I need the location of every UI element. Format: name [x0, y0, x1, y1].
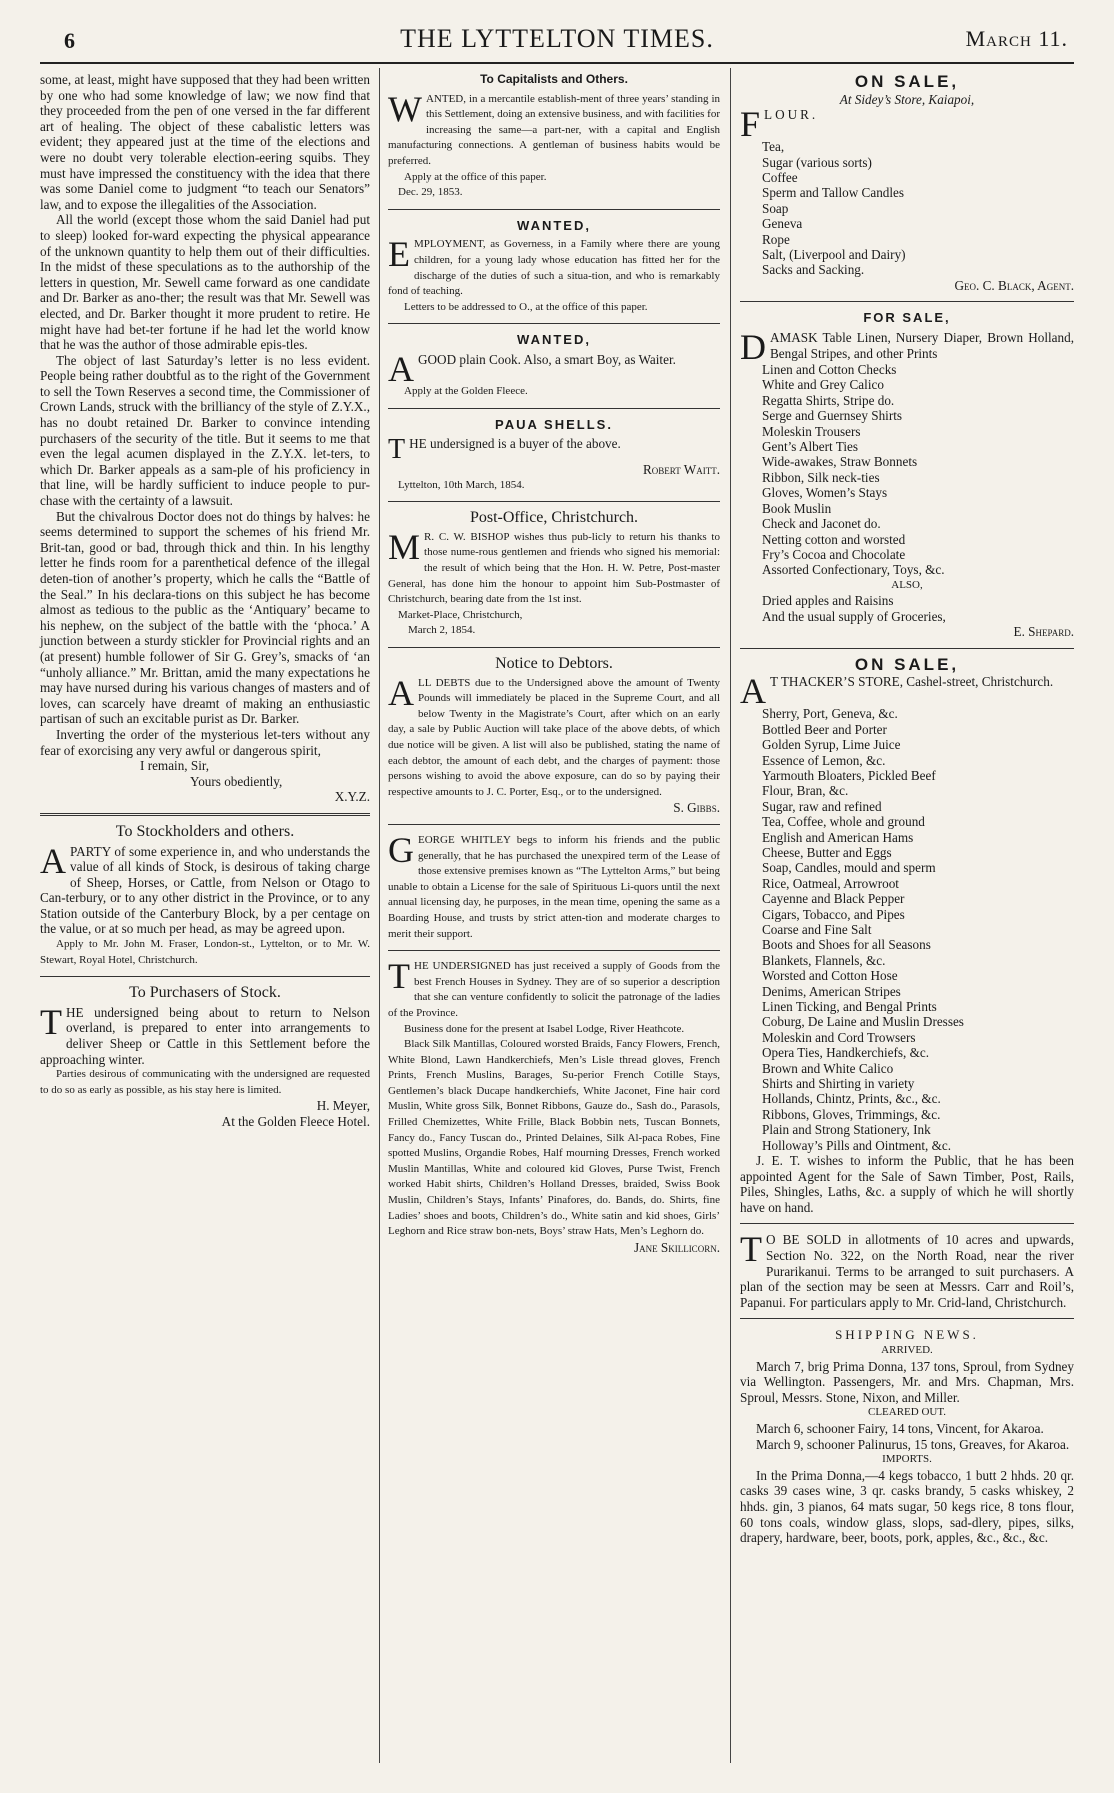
- ad-title: ON SALE,: [854, 72, 960, 91]
- ad-body: LOUR.: [764, 107, 819, 123]
- drop-cap: T: [40, 1001, 62, 1042]
- ad-body: R. C. W. BISHOP wishes thus pub-licly to return his thanks to those nume-rous gentlemen and friends who signed his memorial: the result of which being that the Hon. H. W. Petre, Post-master General, has done him the honour to appoint him Sub-Postmaster of Christchurch, bearing date from the 1st inst.: [388, 530, 720, 606]
- list-item: White and Grey Calico: [762, 377, 884, 393]
- shipping-entry: March 6, schooner Fairy, 14 tons, Vincent, for Akaroa.: [756, 1421, 1044, 1436]
- drop-cap: T: [388, 434, 406, 466]
- ad-signature: H. Meyer,: [316, 1098, 370, 1114]
- ad-body: ANTED, in a mercantile establish-ment of three years’ standing in this Settlement, doing an extensive business, and with facilities for increasing the same—a part-ner, with a capital and English manufacturing connections. A gentleman of business habits would be preferred.: [388, 92, 720, 167]
- ad-body: HE undersigned is a buyer of the above.: [409, 436, 621, 452]
- list-item: Salt, (Liverpool and Dairy): [762, 247, 906, 263]
- list-item: Ribbons, Gloves, Trimmings, &c.: [762, 1106, 941, 1122]
- section-title: SHIPPING NEWS.: [835, 1327, 979, 1343]
- list-item: Blankets, Flannels, &c.: [762, 952, 886, 968]
- list-item: Coarse and Fine Salt: [762, 922, 872, 937]
- drop-cap: T: [740, 1229, 762, 1270]
- list-item: Flour, Bran, &c.: [762, 783, 849, 799]
- section-rule: [388, 647, 720, 648]
- list-item: Sugar (various sorts): [762, 154, 872, 170]
- issue-date: March 11.: [965, 26, 1068, 51]
- list-item: Holloway’s Pills and Ointment, &c.: [762, 1137, 952, 1153]
- list-item: Bottled Beer and Porter: [762, 721, 887, 737]
- column-3: [740, 72, 1074, 1546]
- ad-body: AMASK Table Linen, Nursery Diaper, Brown Holland, Bengal Stripes, and other Prints: [770, 330, 1074, 361]
- list-item: Opera Ties, Handkerchiefs, &c.: [762, 1045, 930, 1061]
- list-item: Check and Jaconet do.: [762, 516, 881, 532]
- list-item: Moleskin Trousers: [762, 423, 861, 439]
- shipping-entry: March 7, brig Prima Donna, 137 tons, Sproul, from Sydney via Wellington. Passengers, Mr. and Mrs. Chapman, Mrs. Sproul, Messrs. Stone, Nixon, and Miller.: [740, 1358, 1074, 1405]
- list-item: Ribbon, Silk neck-ties: [762, 469, 880, 485]
- ad-title: WANTED,: [517, 217, 591, 233]
- ad-title: Post-Office, Christchurch.: [469, 509, 639, 527]
- list-item: Sherry, Port, Geneva, &c.: [762, 706, 898, 722]
- ad-also: ALSO,: [891, 578, 923, 591]
- ad-title: Notice to Debtors.: [495, 655, 613, 673]
- letter-closing: I remain, Sir,: [140, 758, 210, 774]
- list-item: Boots and Shoes for all Seasons: [762, 937, 931, 953]
- drop-cap: A: [388, 348, 414, 389]
- ad-title: FOR SALE,: [863, 310, 951, 326]
- ad-body: Black Silk Mantillas, Coloured worsted Braids, Fancy Flowers, French, White Blond, Lawn Handkerchiefs, Men’s Lisle thread gloves, French Prints, French Muslins, Barages, Su-perior French Cotille Stays, Gentlemen’s black Ducape handkerchiefs, White Jaconet, Fine hair cord Muslin, White gross Silk, Bonnet Ribbons, Gauze do., Sash do., Parasols, Frilled Chemizettes, White Frille, Black Bobbin nets, Tuscan Bonnets, Fancy do., Fancy Tuscan do., Printed Delaines, Silk Al-paca Robes, Fine spotted Muslins, Organdie Robes, Half mourning Dresses, French worked Muslin Mantillas, White and coloured kid Gloves, Purse Twist, French worked Habit shirts, Children’s Holland Dresses, braided, Swiss Book Muslin, Children’s Stays, Infants’ Pinafores, do. Bands, do. Shirts, fine Ladies’ shoes and boots, Children’s do., White satin and kid shoes, Girls’ Leghorn and Rice straw bon-nets, Boys’ straw Hats, Men’s Leghorn do.: [388, 1038, 720, 1238]
- section-rule: [740, 1318, 1074, 1319]
- section-rule: [740, 301, 1074, 302]
- section-rule: [388, 323, 720, 324]
- list-item: Sperm and Tallow Candles: [762, 185, 905, 201]
- list-item: Regatta Shirts, Stripe do.: [762, 392, 895, 408]
- drop-cap: F: [740, 104, 761, 145]
- ad-body: HE undersigned being about to return to Nelson overland, is prepared to enter into arrangements to deliver Sheep or Cattle in this Settlement before the approaching winter.: [40, 1004, 370, 1067]
- ad-title: WANTED,: [517, 332, 591, 348]
- ad-body: EORGE WHITLEY begs to inform his friends and the public generally, that he has purchased the unexpired term of the Lease of those extensive premises known as “The Lyttelton Arms,” but being unable to obtain a License for the sale of Spirituous Li-quors until the next annual licensing day, he purposes, in the mean time, opening the same as a Boarding House, and trusts by strict atten-tion and moderate charges to merit their support.: [388, 833, 720, 940]
- list-item: Yarmouth Bloaters, Pickled Beef: [762, 767, 936, 783]
- ad-body: Parties desirous of communicating with the undersigned are requested to do so as early as possible, as his stay here is limited.: [40, 1068, 370, 1096]
- list-item: Shirts and Shirting in variety: [762, 1076, 915, 1092]
- ad-date: March 2, 1854.: [408, 624, 476, 637]
- ad-apply: Apply to Mr. John M. Fraser, London-st., Lyttelton, or to Mr. W. Stewart, Royal Hotel, Christchurch.: [40, 938, 370, 966]
- ad-body: HE UNDERSIGNED has just received a supply of Goods from the best French Houses in Sydney. They are of so superior a description that she can venture confidently to solicit the patronage of the ladies of the Province.: [388, 960, 720, 1019]
- list-item: Rope: [762, 231, 790, 247]
- column-divider: [730, 68, 731, 1763]
- ad-title: To Capitalists and Others.: [480, 72, 628, 86]
- ad-body: J. E. T. wishes to inform the Public, that he has been appointed Agent for the Sale of Sawn Timber, Post, Rails, Piles, Shingles, Laths, &c. a supply of which he will shortly have on hand.: [740, 1153, 1074, 1215]
- list-item: Wide-awakes, Straw Bonnets: [762, 454, 918, 470]
- list-item: Geneva: [762, 216, 803, 232]
- list-item: Gloves, Women’s Stays: [762, 485, 888, 501]
- letter-paragraph: All the world (except those whom the said Daniel had put to sleep) looked for-ward expecting the physical appearance of the unknown quantity to help them out of their difficulties. In the midst of these speculations as to the authorship of the letters in question, Mr. Sewell came forward as one candidate and Dr. Barker as ano-ther; the result was that Mr. Sewell was elected, and Dr. Barker thought it more prudent to retire. He might have had bet-ter fortune if he had let the world know that he was the author of those admirable epis-tles.: [40, 212, 370, 353]
- drop-cap: D: [740, 327, 766, 368]
- drop-cap: A: [388, 672, 414, 713]
- letter-signature: X.Y.Z.: [334, 789, 370, 805]
- list-item: Hollands, Chintz, Prints, &c., &c.: [762, 1091, 941, 1107]
- list-item: And the usual supply of Groceries,: [762, 608, 946, 624]
- ad-subtitle: At Sidey’s Store, Kaiapoi,: [839, 91, 975, 107]
- masthead: [40, 22, 1074, 56]
- section-rule: [388, 824, 720, 825]
- section-rule: [388, 501, 720, 502]
- section-rule: [40, 976, 370, 977]
- list-item: Plain and Strong Stationery, Ink: [762, 1122, 931, 1138]
- ad-date: Market-Place, Christchurch,: [398, 608, 523, 621]
- list-item: Fry’s Cocoa and Chocolate: [762, 546, 906, 562]
- section-rule: [388, 950, 720, 951]
- list-item: Sugar, raw and refined: [762, 798, 882, 814]
- list-item: Moleskin and Cord Trowsers: [762, 1029, 916, 1045]
- list-item: Linen Ticking, and Bengal Prints: [762, 999, 937, 1015]
- drop-cap: A: [740, 671, 766, 712]
- list-item: Dried apples and Raisins: [762, 593, 894, 609]
- list-item: Essence of Lemon, &c.: [762, 752, 886, 768]
- list-item: Cheese, Butter and Eggs: [762, 844, 892, 860]
- ad-signature: Robert Waitt.: [642, 462, 720, 478]
- ad-apply: Apply at the Golden Fleece.: [404, 384, 528, 397]
- list-item: Soap, Candles, mould and sperm: [762, 860, 936, 876]
- letter-paragraph: But the chivalrous Doctor does not do things by halves: he seems determined to support the schemes of his friend Mr. Brit-tan, good or bad, through thick and thin. In his lengthy letter he finds room for a parenthetical defence of the illegal deten-tion of another’s property, which he calls the “Battle of the Seal.” In his declara-tions on this subject he has become almost as tedious to the public as the ‘Antiquary’ became to his nephew, on the subject of the battle with the ‘phoca.’ A junction between a sturdy stickler for Provincial rights and an (at present) humble follower of Sir G. Grey’s, smacks of ‘an “unholy alliance.” Mr. Brittan, amid the many expectations he may have nursed during his various changes of masters and of loves, can scarcely have dreamt of making an enthusiastic partisan of such an excitable purist as Dr. Barker.: [40, 508, 370, 727]
- header-rule: [40, 62, 1074, 64]
- section-rule: [388, 209, 720, 210]
- list-item: English and American Hams: [762, 829, 914, 845]
- drop-cap: E: [388, 234, 410, 275]
- ad-body: MPLOYMENT, as Governess, in a Family where there are young children, for a young lady whose education has fitted her for the discharge of the duties of such a situa-tion, and who is remarkably fond of teaching.: [388, 238, 720, 298]
- page-number: 6: [64, 28, 75, 53]
- ad-title: ON SALE,: [854, 654, 960, 674]
- list-item: Golden Syrup, Lime Juice: [762, 737, 901, 753]
- shipping-entry: In the Prima Donna,—4 kegs tobacco, 1 butt 2 hhds. 20 qr. casks 39 cases wine, 3 qr. casks brandy, 5 casks whiskey, 2 hhds. gin, 3 pianos, 64 mats sugar, 50 kegs rice, 8 tons flour, 60 tons coals, window glass, slops, sad-dlery, pipes, silks, drapery, hardware, beer, boots, pork, apples, &c., &c., &c.: [740, 1467, 1074, 1546]
- list-item: Rice, Oatmeal, Arrowroot: [762, 875, 899, 891]
- letter-paragraph: Inverting the order of the mysterious let-ters without any fear of exorcising any very awful or dangerous spirit,: [40, 726, 370, 758]
- ad-date: Dec. 29, 1853.: [398, 186, 463, 199]
- list-item: Brown and White Calico: [762, 1060, 894, 1076]
- list-item: Serge and Guernsey Shirts: [762, 408, 903, 424]
- list-item: Tea,: [762, 139, 785, 155]
- ad-body: PARTY of some experience in, and who understands the value of all kinds of Stock, is desirous of taking charge of Sheep, Horses, or Cattle, from Nelson or Otago to Can-terbury, or to any other district in the Province, or to any Station outside of the Canterbury Block, by a per centage on the value, or at so much per head, as may be agreed upon.: [40, 843, 370, 937]
- ad-body: T THACKER’S STORE, Cashel-street, Christchurch.: [770, 674, 1054, 690]
- drop-cap: G: [388, 829, 414, 870]
- drop-cap: A: [40, 840, 66, 881]
- list-item: Book Muslin: [762, 500, 832, 516]
- list-item: Worsted and Cotton Hose: [762, 968, 898, 984]
- ad-title: To Purchasers of Stock.: [129, 984, 281, 1002]
- ad-body: LL DEBTS due to the Undersigned above the amount of Twenty Pounds will immediately be placed in the Supreme Court, and all below Twenty in the Magistrate’s Court, after which on an early day, a sale by Public Auction will take place of the above debts, of which due notice will be given. A list will also be published, stating the name of each debtor, the amount of each debt, and the charges of payment: those persons wishing to avoid the above exposure, can do so by paying their respective amounts to J. C. Porter, Esq., or to the undersigned.: [388, 676, 720, 798]
- column-1: [40, 72, 370, 1130]
- section-rule: [388, 408, 720, 409]
- list-item: Assorted Confectionary, Toys, &c.: [762, 562, 945, 578]
- letter-closing: Yours obediently,: [190, 773, 283, 789]
- section-rule: [740, 1223, 1074, 1224]
- subsection-title: CLEARED OUT.: [867, 1406, 946, 1419]
- ad-signature: S. Gibbs.: [673, 800, 720, 816]
- ad-signature: Jane Skillicorn.: [633, 1239, 720, 1255]
- ad-apply: Apply at the office of this paper.: [404, 170, 547, 183]
- ad-apply: Letters to be addressed to O., at the office of this paper.: [404, 300, 648, 313]
- list-item: Linen and Cotton Checks: [762, 362, 897, 378]
- list-item: Cigars, Tobacco, and Pipes: [762, 906, 905, 922]
- ad-body: GOOD plain Cook. Also, a smart Boy, as Waiter.: [418, 351, 676, 367]
- column-divider: [379, 68, 380, 1763]
- list-item: Coburg, De Laine and Muslin Dresses: [762, 1014, 964, 1030]
- ad-body: Business done for the present at Isabel Lodge, River Heathcote.: [404, 1022, 685, 1035]
- section-rule: [740, 648, 1074, 649]
- letter-paragraph: The object of last Saturday’s letter is no less evident. People being rather doubtful as to the right of the Government to sell the Town Reserves a second time, the Commissioner of Crown Lands, struck with the brilliancy of the style of Z.Y.X., has no doubt retained Dr. Barker to convince intending purchasers of the security of the title. But it seems to me that even the legal acumen displayed in the Z.Y.X. let-ters, to which Dr. Barker appeals as a sam-ple of his proficiency in that line, will be hardly sufficient to induce people to pur-chase with the certainty of a lawsuit.: [40, 352, 370, 509]
- shipping-entry: March 9, schooner Palinurus, 15 tons, Greaves, for Akaroa.: [756, 1436, 1070, 1452]
- list-item: Netting cotton and worsted: [762, 531, 906, 547]
- ad-date: Lyttelton, 10th March, 1854.: [398, 478, 525, 491]
- drop-cap: T: [388, 956, 410, 997]
- drop-cap: M: [388, 526, 421, 567]
- list-item: Denims, American Stripes: [762, 983, 901, 999]
- ad-signature: At the Golden Fleece Hotel.: [221, 1114, 370, 1129]
- subsection-title: ARRIVED.: [881, 1344, 933, 1357]
- ad-body: O BE SOLD in allotments of 10 acres and upwards, Section No. 322, on the North Road, near the river Purarikanui. Terms to be arranged to suit purchasers. A plan of the section may be seen at Messrs. Carr and Roil’s, Papanui. For particulars apply to Mr. Crid-land, Christchurch.: [740, 1232, 1074, 1310]
- section-rule: [40, 813, 370, 816]
- column-2: [388, 72, 720, 1255]
- drop-cap: W: [388, 88, 422, 129]
- ad-signature: Geo. C. Black, Agent.: [954, 277, 1074, 293]
- list-item: Cayenne and Black Pepper: [762, 891, 905, 907]
- list-item: Sacks and Sacking.: [762, 262, 865, 278]
- list-item: Coffee: [762, 170, 798, 185]
- list-item: Soap: [762, 200, 789, 216]
- ad-title: To Stockholders and others.: [115, 822, 295, 840]
- newspaper-title: THE LYTTELTON TIMES.: [400, 24, 714, 53]
- ad-signature: E. Shepard.: [1013, 624, 1074, 640]
- subsection-title: IMPORTS.: [882, 1453, 932, 1466]
- list-item: Tea, Coffee, whole and ground: [762, 814, 925, 830]
- ad-title: PAUA SHELLS.: [495, 416, 613, 432]
- list-item: Gent’s Albert Ties: [762, 439, 858, 455]
- letter-paragraph: some, at least, might have supposed that they had been written by one who had some knowledge of law; we now find that they proceeded from the pen of one versed in the far different art of healing. The object of these cabalistic letters was evident; they appeared just at the time of the elections and were no doubt very tolerable election-eering squibs. They must have impressed the constituency with the idea that there was some Daniel come to judgment “to teach our Senators” law, and to expose the illegalities of the Association.: [40, 72, 370, 212]
